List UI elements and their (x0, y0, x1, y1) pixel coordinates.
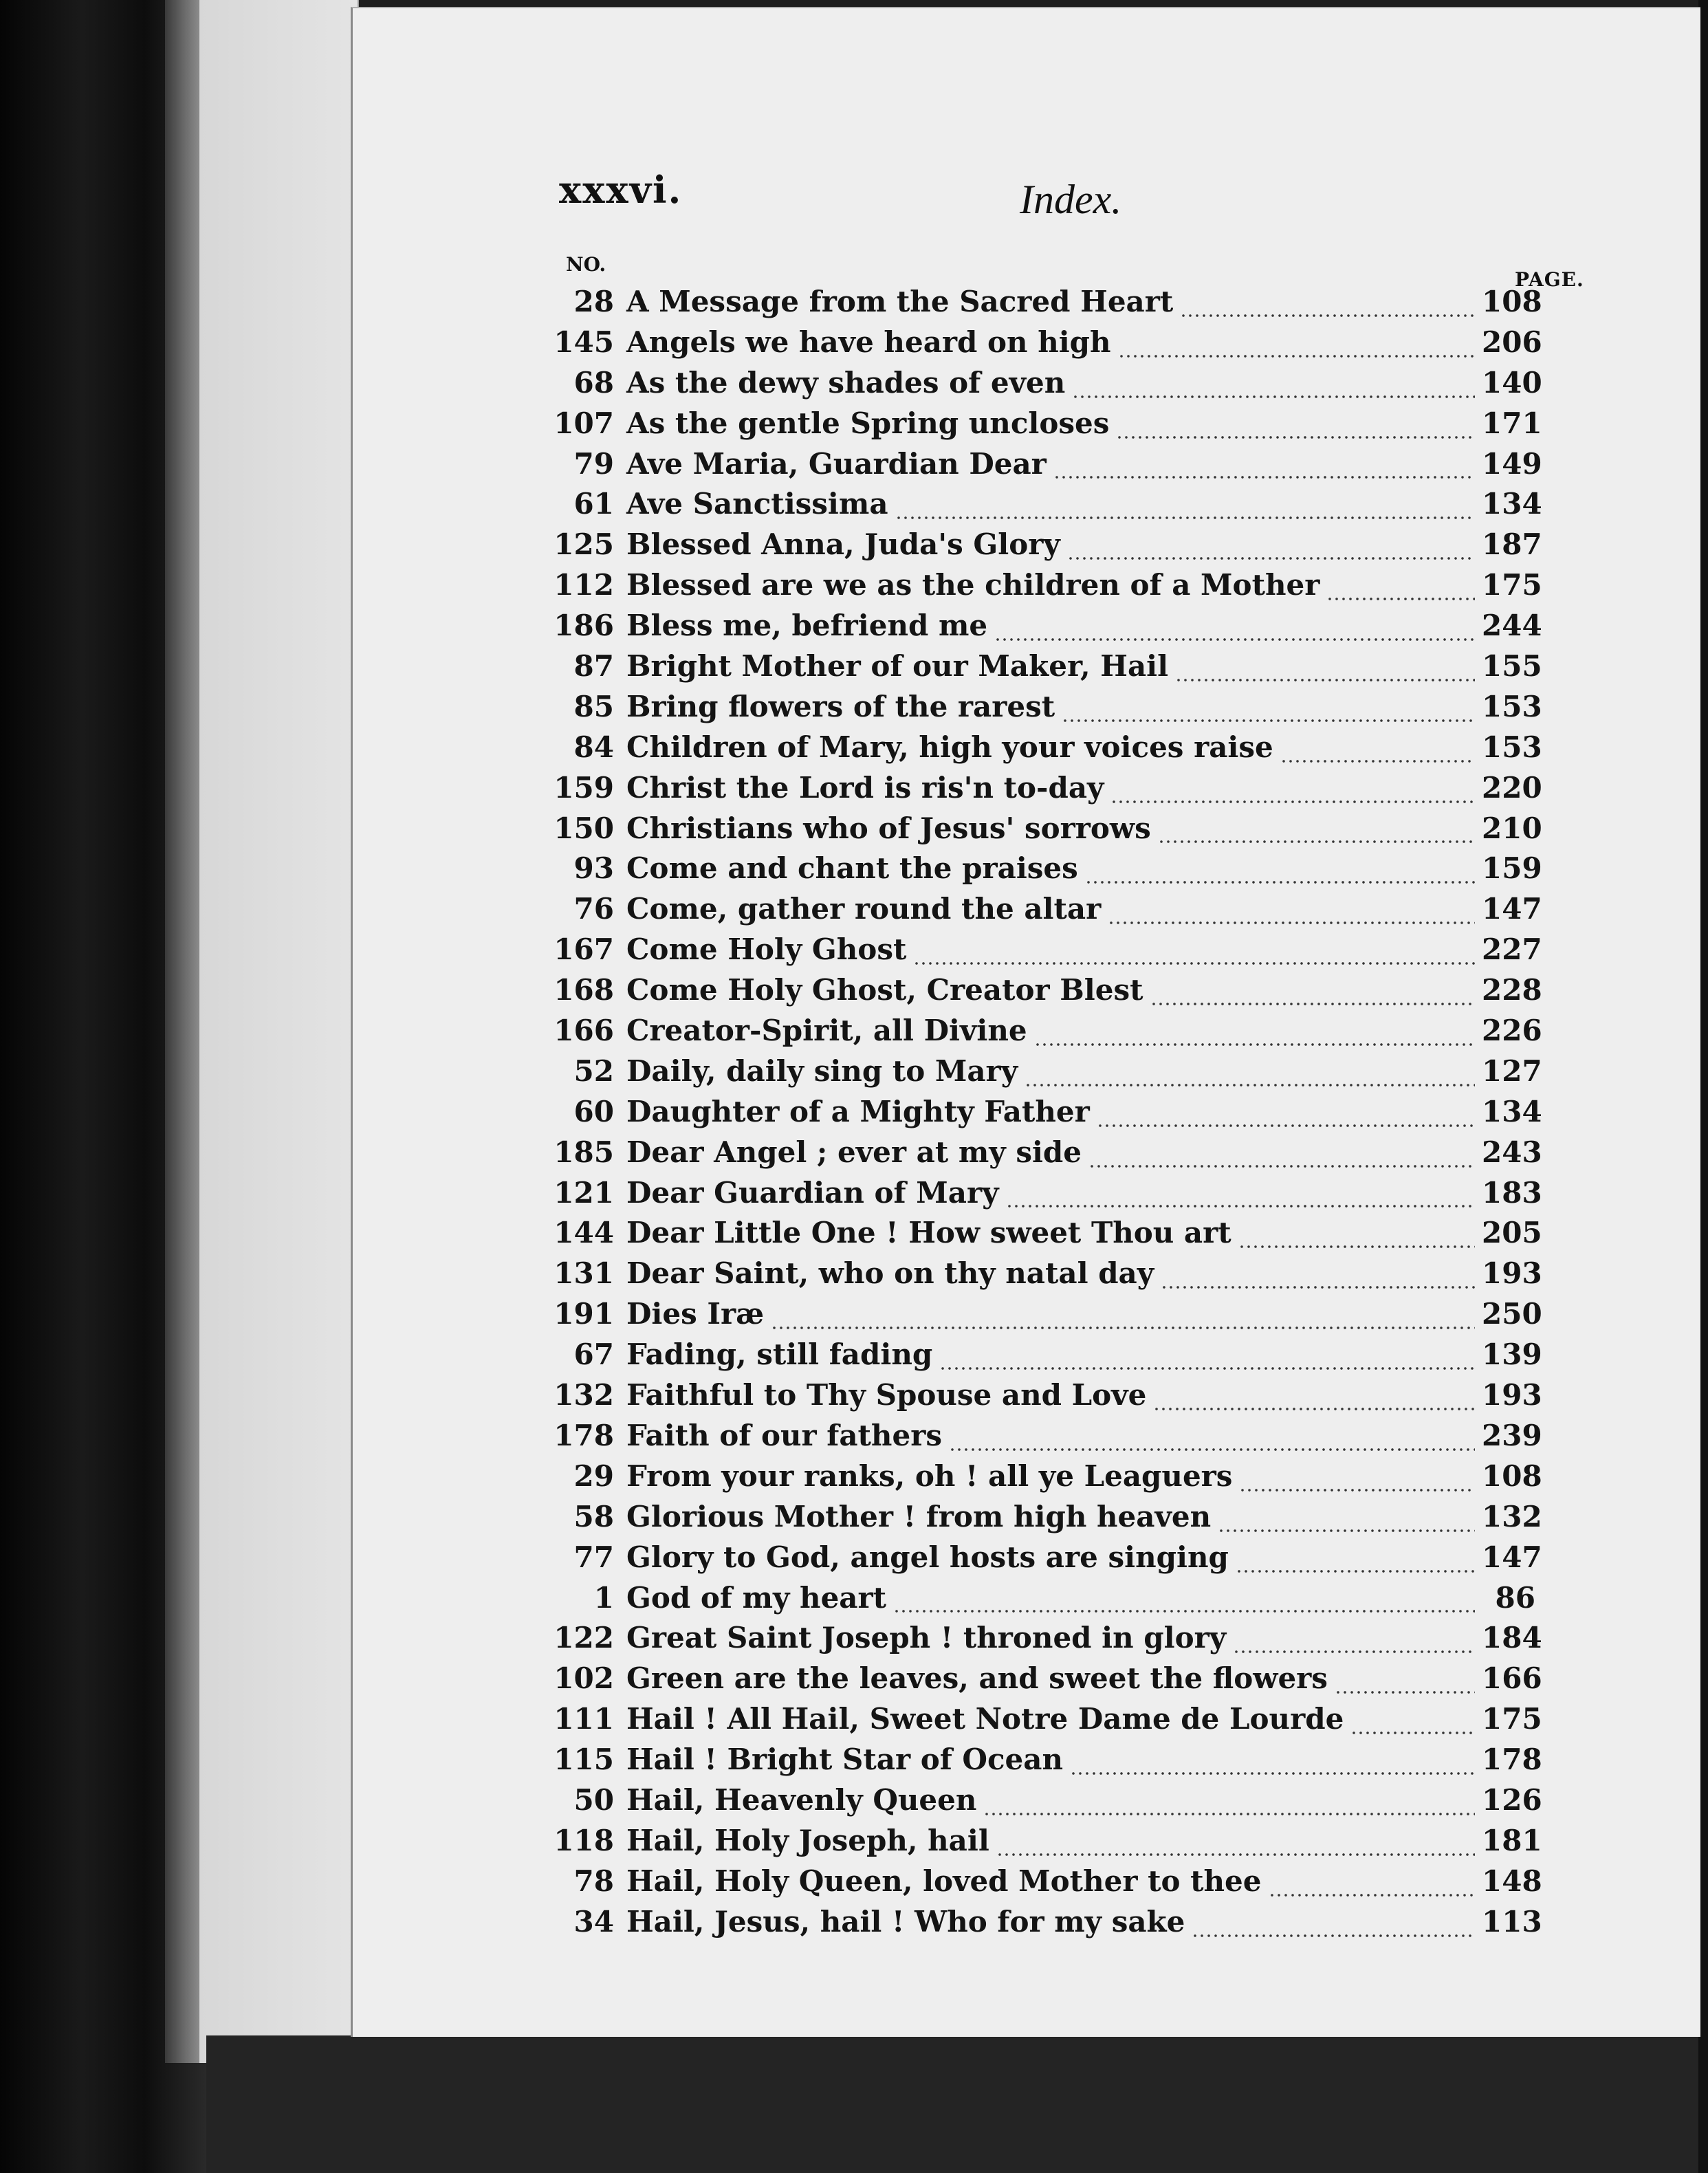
entry-number: 125 (554, 527, 614, 562)
entry-page: 108 (1482, 1459, 1542, 1493)
index-entry (545, 1864, 1542, 1905)
index-entry (545, 1581, 1535, 1621)
entry-number: 34 (573, 1904, 614, 1939)
entry-page: 243 (1482, 1135, 1542, 1169)
entry-page: 171 (1482, 406, 1542, 440)
entry-title: Ave Sanctissima (626, 487, 888, 521)
entry-page: 127 (1482, 1053, 1542, 1088)
entry-number: 111 (554, 1702, 614, 1736)
dot-leader (1335, 1690, 1475, 1695)
entry-title: Christ the Lord is ris'n to-day (626, 770, 1104, 805)
page-title: Index. (1020, 177, 1122, 222)
dot-leader (1326, 596, 1475, 602)
dot-leader (1085, 880, 1475, 885)
dot-leader (1150, 1001, 1476, 1007)
entry-title: God of my heart (626, 1580, 887, 1615)
entry-title: Angels we have heard on high (626, 325, 1111, 359)
book-page (351, 7, 1700, 2037)
entry-number: 85 (573, 689, 614, 723)
index-entry (545, 527, 1542, 568)
dot-leader (1238, 1244, 1475, 1249)
entry-page: 175 (1482, 1702, 1542, 1736)
dot-leader (939, 1366, 1475, 1371)
index-entry (545, 649, 1542, 690)
index-entry (545, 1337, 1542, 1378)
entry-title: Hail ! All Hail, Sweet Notre Dame de Lourde (626, 1702, 1344, 1736)
entry-title: Dear Angel ; ever at my side (626, 1135, 1082, 1169)
entry-number: 191 (554, 1297, 614, 1331)
entry-number: 102 (554, 1661, 614, 1696)
entry-number: 84 (573, 730, 614, 764)
dot-leader (1108, 920, 1475, 926)
index-entry (545, 487, 1542, 527)
entry-title: Come Holy Ghost, Creator Blest (626, 973, 1143, 1007)
dot-leader (893, 1608, 1475, 1614)
entry-title: Green are the leaves, and sweet the flowers (626, 1661, 1328, 1696)
index-entry (545, 1014, 1542, 1054)
dot-leader (1280, 758, 1475, 764)
entry-title: Come Holy Ghost (626, 932, 907, 967)
entry-title: Hail, Jesus, hail ! Who for my sake (626, 1904, 1185, 1939)
entry-page: 181 (1482, 1823, 1542, 1857)
entry-number: 185 (554, 1135, 614, 1169)
entry-number: 159 (554, 770, 614, 805)
dot-leader (1180, 313, 1475, 318)
entry-number: 52 (573, 1053, 614, 1088)
dot-leader (771, 1325, 1475, 1331)
index-entry (545, 932, 1542, 973)
entry-number: 121 (554, 1175, 614, 1210)
entry-number: 28 (573, 285, 614, 318)
entry-page: 226 (1482, 1014, 1542, 1048)
entry-page: 155 (1482, 649, 1542, 684)
entry-number: 50 (573, 1782, 614, 1817)
dot-leader (1192, 1933, 1475, 1939)
index-entry (545, 1823, 1542, 1864)
entry-number: 58 (573, 1499, 614, 1533)
entry-page: 184 (1482, 1621, 1542, 1655)
index-entry (545, 973, 1542, 1014)
index-entry (545, 1094, 1542, 1135)
entry-page: 250 (1482, 1297, 1542, 1331)
dot-leader (1158, 839, 1475, 844)
index-entry (545, 1459, 1542, 1500)
entry-title: Fading, still fading (626, 1337, 933, 1372)
entry-title: Hail, Heavenly Queen (626, 1782, 977, 1817)
index-entry (545, 1782, 1542, 1824)
entry-page: 239 (1482, 1418, 1542, 1452)
entry-title: Children of Mary, high your voices raise (626, 730, 1273, 764)
entry-page: 134 (1482, 1094, 1542, 1128)
entry-page: 193 (1482, 1256, 1542, 1291)
dot-leader (1034, 1042, 1475, 1047)
entry-page: 147 (1482, 1540, 1542, 1574)
dot-leader (949, 1447, 1475, 1452)
entry-number: 93 (573, 851, 614, 886)
index-entry (545, 1499, 1542, 1540)
entry-number: 29 (573, 1459, 614, 1493)
index-entry (545, 770, 1542, 811)
entry-title: Ave Maria, Guardian Dear (626, 446, 1047, 481)
dot-leader (1233, 1649, 1475, 1655)
entry-page: 86 (1495, 1580, 1535, 1615)
dot-leader (1269, 1892, 1476, 1898)
index-entry (545, 1135, 1542, 1176)
dot-leader (1097, 1123, 1475, 1128)
page-numeral: xxxvi. (559, 168, 683, 212)
entry-page: 187 (1482, 527, 1542, 562)
index-entry (545, 406, 1542, 447)
entry-title: Glory to God, angel hosts are singing (626, 1540, 1229, 1574)
entry-title: Faithful to Thy Spouse and Love (626, 1378, 1147, 1412)
entry-page: 205 (1482, 1216, 1542, 1250)
entry-title: Dies Iræ (626, 1297, 765, 1331)
entry-title: Dear Little One ! How sweet Thou art (626, 1216, 1231, 1250)
entry-title: Faith of our fathers (626, 1418, 942, 1452)
index-entry (545, 1378, 1542, 1419)
index-entry (545, 1216, 1542, 1256)
entry-title: Come, gather round the altar (626, 892, 1102, 926)
index-entry (545, 1661, 1542, 1702)
entry-number: 79 (573, 446, 614, 481)
entry-page: 139 (1482, 1337, 1542, 1372)
entry-number: 78 (573, 1864, 614, 1898)
dot-leader (1175, 677, 1475, 683)
dot-leader (1067, 556, 1475, 561)
entry-title: Bless me, befriend me (626, 609, 988, 643)
index-entry (545, 446, 1542, 488)
entry-page: 178 (1482, 1743, 1542, 1777)
index-entry (545, 1702, 1542, 1743)
entry-page: 166 (1482, 1661, 1542, 1696)
entry-title: Daily, daily sing to Mary (626, 1053, 1018, 1088)
entry-page: 147 (1482, 892, 1542, 926)
entry-number: 131 (554, 1256, 614, 1291)
entry-page: 132 (1482, 1499, 1542, 1533)
index-entry (545, 1418, 1542, 1459)
dot-leader (1025, 1082, 1475, 1088)
entry-number: 118 (554, 1823, 614, 1857)
index-entry (545, 609, 1542, 649)
dot-leader (1350, 1730, 1475, 1736)
entry-number: 60 (573, 1094, 614, 1128)
entry-title: Come and chant the praises (626, 851, 1078, 886)
entry-number: 107 (554, 406, 614, 440)
index-entry (545, 1175, 1542, 1216)
dot-leader (1110, 799, 1475, 805)
entry-number: 144 (554, 1216, 614, 1250)
entry-page: 210 (1482, 811, 1542, 845)
dot-leader (1070, 1771, 1475, 1776)
entry-page: 108 (1482, 285, 1542, 318)
entry-title: Hail ! Bright Star of Ocean (626, 1743, 1064, 1777)
entry-number: 145 (554, 325, 614, 359)
dot-leader (1218, 1528, 1475, 1533)
entry-title: Glorious Mother ! from high heaven (626, 1499, 1212, 1533)
entry-title: As the dewy shades of even (626, 365, 1066, 400)
entry-title: Daughter of a Mighty Father (626, 1094, 1090, 1128)
entry-page: 153 (1482, 689, 1542, 723)
entry-number: 61 (573, 487, 614, 521)
entry-page: 126 (1482, 1782, 1542, 1817)
entry-title: As the gentle Spring uncloses (626, 406, 1110, 440)
entry-title: Hail, Holy Queen, loved Mother to thee (626, 1864, 1262, 1898)
entry-page: 220 (1482, 770, 1542, 805)
index-entry (545, 285, 1542, 325)
index-entry (545, 1540, 1542, 1581)
dot-leader (1088, 1164, 1475, 1169)
entry-number: 132 (554, 1378, 614, 1412)
entry-page: 183 (1482, 1175, 1542, 1210)
entry-page: 206 (1482, 325, 1542, 359)
index-entry (545, 1053, 1542, 1095)
entry-page: 134 (1482, 487, 1542, 521)
dot-leader (1006, 1203, 1476, 1209)
entry-page: 193 (1482, 1378, 1542, 1412)
entry-number: 150 (554, 811, 614, 845)
index-entry (545, 1256, 1542, 1297)
dot-leader (996, 1852, 1475, 1857)
entry-number: 178 (554, 1418, 614, 1452)
entry-number: 166 (554, 1014, 614, 1048)
entry-title: Great Saint Joseph ! throned in glory (626, 1621, 1227, 1655)
column-header-page: PAGE. (1515, 268, 1584, 291)
entry-title: Bright Mother of our Maker, Hail (626, 649, 1169, 684)
entry-page: 148 (1482, 1864, 1542, 1898)
dot-leader (1053, 474, 1475, 480)
entry-number: 112 (554, 568, 614, 602)
index-entry (545, 1904, 1542, 1945)
dot-leader (994, 637, 1475, 642)
entry-title: Hail, Holy Joseph, hail (626, 1823, 989, 1857)
entry-number: 186 (554, 609, 614, 643)
dot-leader (1153, 1406, 1475, 1412)
entry-number: 122 (554, 1621, 614, 1655)
dot-leader (1062, 718, 1475, 723)
entry-number: 167 (554, 932, 614, 967)
index-entry (545, 892, 1542, 932)
entry-page: 159 (1482, 851, 1542, 886)
entry-title: Dear Guardian of Mary (626, 1175, 999, 1210)
index-entry (545, 1743, 1542, 1783)
dot-leader (895, 515, 1475, 521)
index-entry (545, 568, 1542, 609)
entry-title: A Message from the Sacred Heart (626, 285, 1174, 318)
entry-number: 77 (573, 1540, 614, 1574)
entry-title: Bring flowers of the rarest (626, 689, 1055, 723)
entry-number: 1 (593, 1580, 614, 1615)
entry-number: 115 (554, 1743, 614, 1777)
entry-page: 140 (1482, 365, 1542, 400)
entry-page: 175 (1482, 568, 1542, 602)
entry-page: 227 (1482, 932, 1542, 967)
dot-leader (1236, 1569, 1475, 1574)
entry-number: 67 (573, 1337, 614, 1372)
entry-page: 149 (1482, 446, 1542, 481)
entry-title: Dear Saint, who on thy natal day (626, 1256, 1154, 1291)
index-entry (545, 811, 1542, 852)
entry-page: 113 (1482, 1904, 1542, 1939)
dot-leader (1118, 353, 1475, 359)
entry-page: 244 (1482, 609, 1542, 643)
scan-background (206, 2035, 1708, 2173)
dot-leader (1116, 435, 1475, 440)
entry-page: 153 (1482, 730, 1542, 764)
entry-title: Creator-Spirit, all Divine (626, 1014, 1027, 1048)
dot-leader (1239, 1487, 1475, 1493)
index-entry (545, 325, 1542, 366)
column-header-no: NO. (566, 253, 606, 276)
index-entry (545, 689, 1542, 730)
dot-leader (913, 961, 1475, 966)
index-entry (545, 1297, 1542, 1337)
entry-page: 228 (1482, 973, 1542, 1007)
dot-leader (1161, 1285, 1475, 1290)
entry-title: Blessed are we as the children of a Mother (626, 568, 1320, 602)
dot-leader (983, 1811, 1475, 1817)
entry-number: 68 (573, 365, 614, 400)
underlying-page-edge (199, 0, 359, 2063)
index-entry (545, 1621, 1542, 1661)
index-list (545, 285, 1542, 1945)
entry-number: 76 (573, 892, 614, 926)
entry-title: Christians who of Jesus' sorrows (626, 811, 1151, 845)
index-entry (545, 365, 1542, 406)
entry-title: Blessed Anna, Juda's Glory (626, 527, 1060, 562)
entry-title: From your ranks, oh ! all ye Leaguers (626, 1459, 1233, 1493)
index-entry (545, 730, 1542, 771)
index-entry (545, 851, 1542, 892)
entry-number: 87 (573, 649, 614, 684)
entry-number: 168 (554, 973, 614, 1007)
dot-leader (1072, 394, 1475, 400)
